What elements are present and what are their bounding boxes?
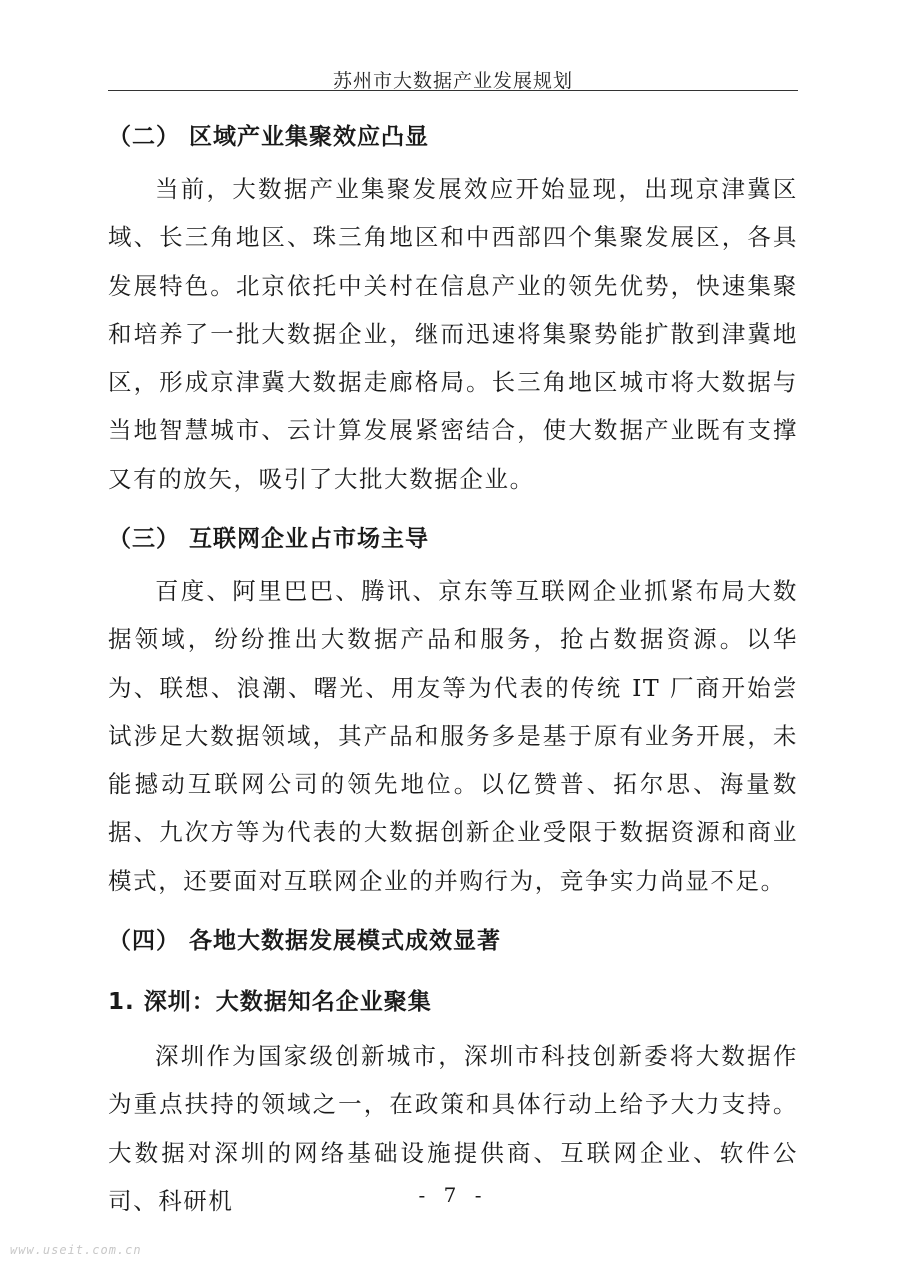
section-heading: （三） 互联网企业占市场主导 [108,526,430,552]
paragraph: 百度、阿里巴巴、腾讯、京东等互联网企业抓紧布局大数据领域，纷纷推出大数据产品和服务，抢占数据资源。以华为、联想、浪潮、曙光、用友等为代表的传统 IT 厂商开始尝试涉足大数据领域，其产品和服务多是基于原有业务开展，未能撼动互联网公司的领先地位。以亿赞普、拓尔思、海量数据、九次方等为代表的大数据创新企业受限于数据资源和商业模式，还要面对互联网企业的并购行为，竞争实力尚显不足。 [108,577,798,895]
watermark: www.useit.com.cn [10,1243,142,1257]
page-number: - 7 - [418,1183,488,1207]
page-header-title: 苏州市大数据产业发展规划 [332,70,573,92]
section-heading: （四） 各地大数据发展模式成效显著 [108,928,502,954]
paragraph: 深圳作为国家级创新城市，深圳市科技创新委将大数据作为重点扶持的领域之一，在政策和具体行动上给予大力支持。大数据对深圳的网络基础设施提供商、互联网企业、软件公司、科研机 [108,1042,798,1215]
section-heading: （二） 区域产业集聚效应凸显 [108,124,430,150]
header-rule [108,90,798,91]
subsection-heading: 1. 深圳：大数据知名企业聚集 [108,989,432,1015]
paragraph: 当前，大数据产业集聚发展效应开始显现，出现京津冀区域、长三角地区、珠三角地区和中西部四个集聚发展区，各具发展特色。北京依托中关村在信息产业的领先优势，快速集聚和培养了一批大数据企业，继而迅速将集聚势能扩散到津冀地区，形成京津冀大数据走廊格局。长三角地区城市将大数据与当地智慧城市、云计算发展紧密结合，使大数据产业既有支撑又有的放矢，吸引了大批大数据企业。 [108,175,798,493]
